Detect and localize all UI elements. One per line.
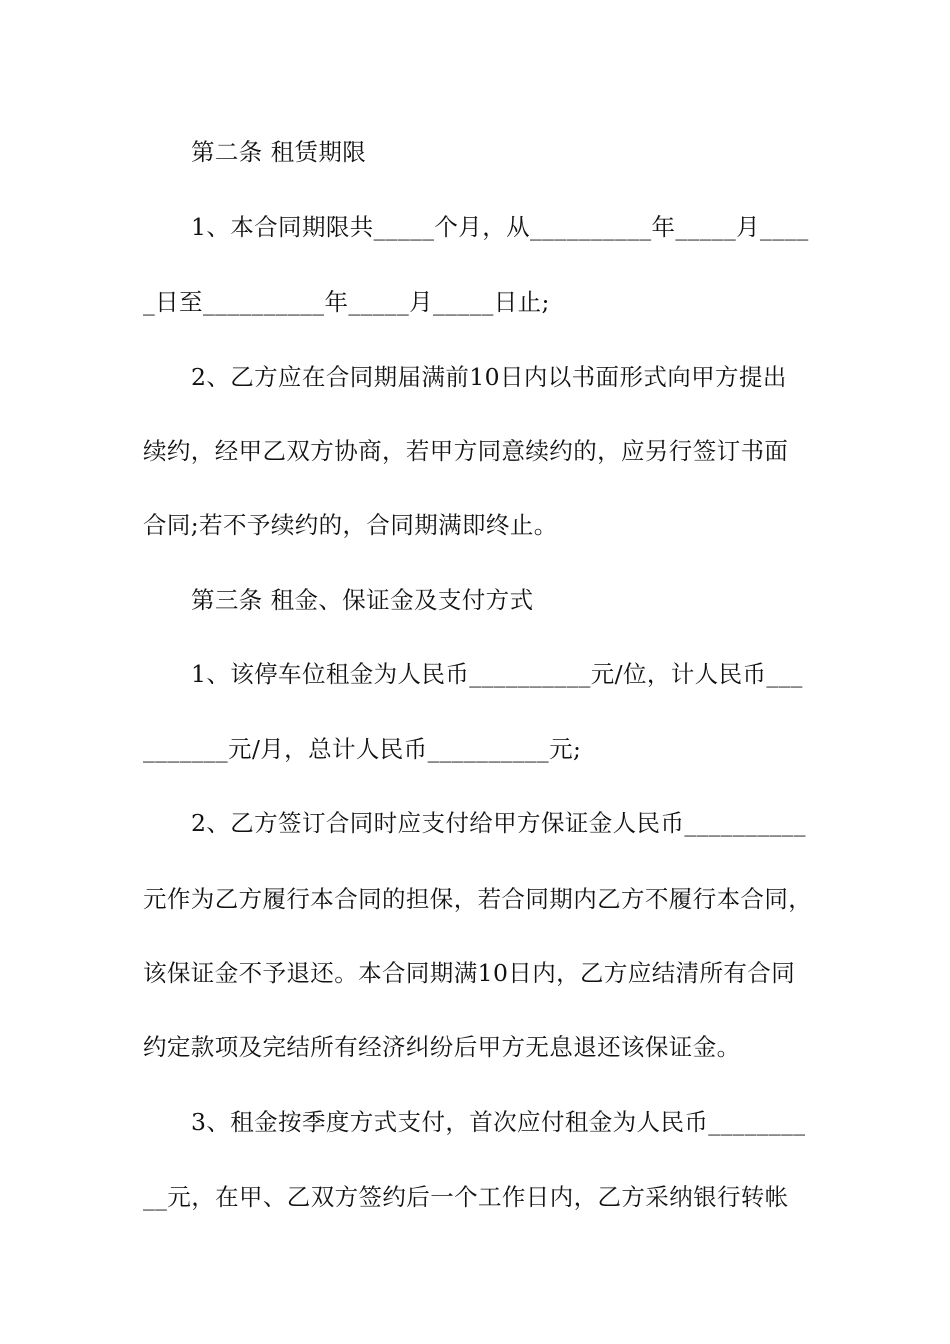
paragraph-line: 该保证金不予退还。本合同期满10日内，乙方应结清所有合同	[143, 959, 796, 987]
paragraph-line: 元作为乙方履行本合同的担保，若合同期内乙方不履行本合同，	[143, 885, 813, 913]
paragraph-line: 2、乙方签订合同时应支付给甲方保证金人民币__________	[191, 809, 806, 837]
paragraph-line: 3、租金按季度方式支付，首次应付租金为人民币________	[191, 1108, 806, 1136]
article-3-heading: 第三条 租金、保证金及支付方式	[191, 586, 534, 614]
paragraph-line: 约定款项及完结所有经济纠纷后甲方无息退还该保证金。	[143, 1033, 741, 1061]
paragraph-line: __元，在甲、乙双方签约后一个工作日内，乙方采纳银行转帐	[143, 1183, 789, 1211]
paragraph-line: _______元/月，总计人民币__________元;	[143, 735, 582, 763]
paragraph-line: 1、该停车位租金为人民币__________元/位，计人民币___	[191, 660, 803, 688]
paragraph-line: 续约，经甲乙双方协商，若甲方同意续约的，应另行签订书面	[143, 437, 789, 465]
paragraph-line: 1、本合同期限共_____个月，从__________年_____月____	[191, 213, 809, 241]
paragraph-line: 2、乙方应在合同期届满前10日内以书面形式向甲方提出	[191, 363, 787, 391]
article-2-heading: 第二条 租赁期限	[191, 138, 367, 166]
paragraph-line: 合同;若不予续约的，合同期满即终止。	[143, 511, 558, 539]
paragraph-line: _日至__________年_____月_____日止;	[143, 288, 550, 316]
